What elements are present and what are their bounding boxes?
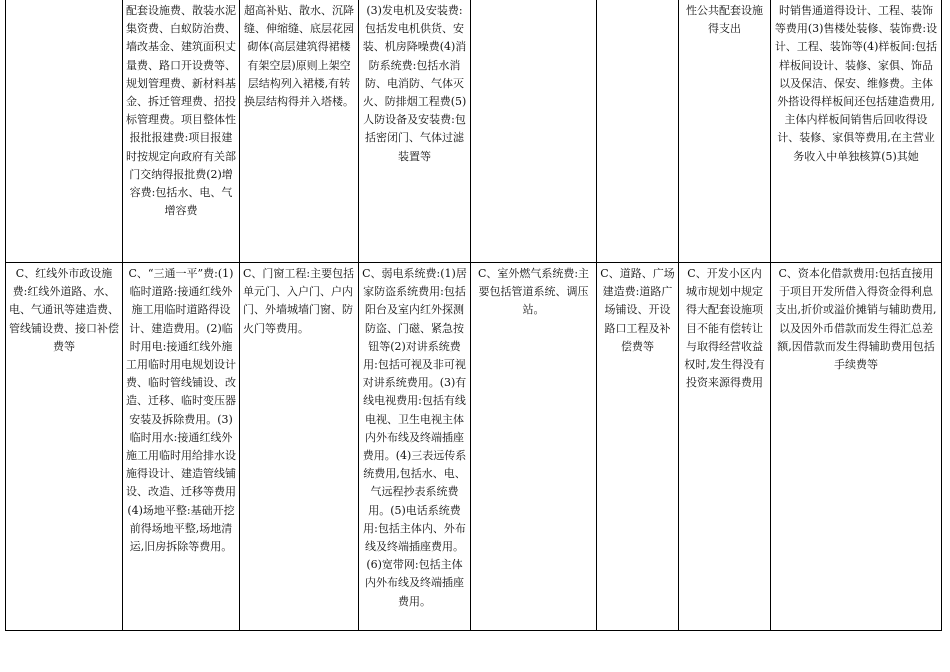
table-cell: C、资本化借款费用:包括直接用于项目开发所借入得资金得利息支出,折价或溢价摊销与辅助费用,以及因外币借款而发生得汇总差额,因借款而发生得辅助费用包括手续费等 [771,263,942,631]
table-cell [597,0,679,263]
table-row [6,0,942,263]
table-cell [6,0,123,263]
table-row [6,263,942,631]
table-cell: C、弱电系统费:(1)居家防盗系统费用:包括阳台及室内红外探测防盗、门磁、紧急按钮等(2)对讲系统费用:包括可视及非可视对讲系统费用。(3)有线电视费用:包括有线电视、卫生电视主体内外布线及终端插座费用。(4)三表远传系统费用,包括水、电、气远程抄表系统费用。(5)电话系统费用:包括主体内、外布线及终端插座费用。(6)宽带网:包括主体内外布线及终端插座费用。 [359,263,471,631]
table-cell: C、开发小区内城市规划中规定得大配套设施项目不能有偿转让与取得经营收益权时,发生得没有投资来源得费用 [679,263,771,631]
table-cell: C、道路、广场建造费:道路广场铺设、开设路口工程及补偿费等 [597,263,679,631]
table-cell [471,0,597,263]
table-cell: C、门窗工程:主要包括单元门、入户门、户内门、外墙城墙门窗、防火门等费用。 [240,263,359,631]
table-cell: C、红线外市政设施费:红线外道路、水、电、气通讯等建造费、管线铺设费、接口补偿费等 [6,263,123,631]
cost-table [5,0,942,631]
table-cell: 性公共配套设施得支出 [679,0,771,263]
table-cell: 配套设施费、散装水泥集资费、白蚁防治费、墙改基金、建筑面积丈量费、路口开设费等、规划管理费、新材料基金、拆迁管理费、招投标管理费。项目整体性报批报建费:项目报建时按规定向政府有关部门交纳得报批费(2)增容费:包括水、电、气增容费 [123,0,240,263]
table-cell: 时销售通道得设计、工程、装饰等费用(3)售楼处装修、装饰费:设计、工程、装饰等(4)样板间:包括样板间设计、装修、家俱、饰品以及保洁、保安、维修费。主体外搭设得样板间还包括建造费用,主体内样板间销售后回收得设计、装修、家俱等费用,在主营业务收入中单独核算(5)其她 [771,0,942,263]
table-cell: C、“三通一平”费:(1)临时道路:接通红线外施工用临时道路得设计、建造费用。(2)临时用电:接通红线外施工用临时用电规划设计费、临时管线铺设、改造、迁移、临时变压器安装及拆除费用。(3)临时用水:接通红线外施工用临时用给排水设施得设计、建造管线铺设、改造、迁移等费用(4)场地平整:基础开挖前得场地平整,场地清运,旧房拆除等费用。 [123,263,240,631]
table-cell: 超高补贴、散水、沉降缝、伸缩缝、底层花园砌体(高层建筑得裙楼有架空层)原则上架空层结构列入裙楼,有转换层结构得并入塔楼。 [240,0,359,263]
table-cell: C、室外燃气系统费:主要包括管道系统、调压站。 [471,263,597,631]
table-cell: (3)发电机及安装费:包括发电机供货、安装、机房降噪费(4)消防系统费:包括水消防、电消防、气体灭火、防排烟工程费(5)人防设备及安装费:包括密闭门、气体过滤装置等 [359,0,471,263]
